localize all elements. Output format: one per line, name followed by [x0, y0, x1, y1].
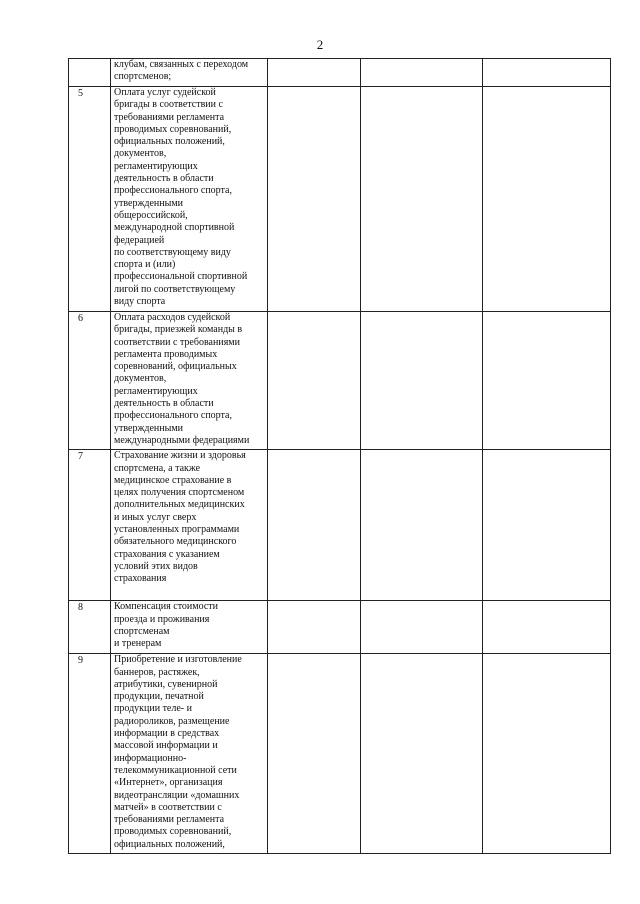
description-line: проводимых соревнований, — [114, 826, 232, 838]
description-line: утвержденными — [114, 197, 184, 209]
row-number: 6 — [69, 312, 111, 450]
description-line: продукции теле- и — [114, 703, 192, 715]
description-line: «Интернет», организация — [114, 777, 223, 789]
expense-description — [111, 312, 268, 450]
description-line: регламента проводимых — [114, 348, 218, 360]
expense-table-body — [69, 59, 611, 854]
description-line: матчей» в соответствии с — [114, 801, 222, 813]
description-line: виду спорта — [114, 296, 166, 308]
description-line: бригады в соответствии с — [114, 99, 223, 111]
expense-description — [111, 654, 268, 854]
description-line: страхования — [114, 573, 167, 585]
description-line: спорта и (или) — [114, 259, 176, 271]
empty-cell — [361, 601, 483, 654]
empty-cell — [483, 87, 611, 312]
description-line: видеотрансляции «домашних — [114, 789, 240, 801]
row-number: 5 — [69, 87, 111, 312]
table-row — [69, 601, 611, 654]
description-line: общероссийской, — [114, 209, 188, 221]
description-line: клубам, связанных с переходом — [114, 59, 249, 70]
description-line: Страхование жизни и здоровья — [114, 450, 246, 462]
row-number: 7 — [69, 450, 111, 601]
description-line: спортсмена, а также — [114, 462, 201, 474]
description-line: соответствии с требованиями — [114, 336, 240, 348]
empty-cell — [361, 654, 483, 854]
description-line: продукции, печатной — [114, 691, 204, 703]
description-line: регламентирующих — [114, 160, 198, 172]
expense-description — [111, 450, 268, 601]
table-row — [69, 654, 611, 854]
description-line: страхования с указанием — [114, 548, 220, 560]
description-line: профессиональной спортивной — [114, 271, 248, 283]
table-row — [69, 87, 611, 312]
description-line: профессионального спорта, — [114, 185, 232, 197]
description-line: медицинское страхование в — [114, 474, 232, 486]
empty-cell — [268, 601, 361, 654]
description-line: деятельность в области — [114, 173, 214, 185]
description-line: установленных программами — [114, 524, 240, 536]
description-line: по соответствующему виду — [114, 246, 231, 258]
empty-cell — [361, 59, 483, 87]
description-line: федерацией — [114, 234, 165, 246]
empty-cell — [483, 312, 611, 450]
empty-cell — [268, 312, 361, 450]
empty-cell — [268, 87, 361, 312]
empty-cell — [268, 450, 361, 601]
row-number: 8 — [69, 601, 111, 654]
description-line: деятельность в области — [114, 398, 214, 410]
row-number: 9 — [69, 654, 111, 854]
description-line: регламентирующих — [114, 385, 198, 397]
empty-cell — [483, 450, 611, 601]
table-row — [69, 59, 611, 87]
description-line: проводимых соревнований, — [114, 123, 232, 135]
empty-cell — [483, 601, 611, 654]
description-line: обязательного медицинского — [114, 536, 237, 548]
description-line: утвержденными — [114, 422, 184, 434]
row-number — [69, 59, 111, 87]
description-line: и тренерам — [114, 638, 162, 650]
description-line: проезда и проживания — [114, 613, 210, 625]
expense-table — [68, 58, 611, 854]
description-line: атрибутики, сувенирной — [114, 678, 218, 690]
description-line: Оплата расходов судейской — [114, 312, 231, 323]
description-line: международной спортивной — [114, 222, 235, 234]
description-line: официальных положений, — [114, 136, 225, 148]
empty-cell — [361, 450, 483, 601]
description-line: спортсменов; — [114, 71, 172, 83]
page-number: 2 — [316, 37, 324, 52]
description-line: бригады, приезжей команды в — [114, 324, 243, 336]
description-line: документов, — [114, 148, 167, 160]
description-line: документов, — [114, 373, 167, 385]
description-line: соревнований, официальных — [114, 361, 237, 373]
table-row — [69, 312, 611, 450]
description-line: телекоммуникационной сети — [114, 764, 237, 776]
description-line: спортсменам — [114, 625, 170, 637]
empty-cell — [268, 59, 361, 87]
description-line: профессионального спорта, — [114, 410, 232, 422]
description-line: дополнительных медицинских — [114, 499, 245, 511]
description-line: требованиями регламента — [114, 814, 225, 826]
empty-cell — [361, 87, 483, 312]
empty-cell — [361, 312, 483, 450]
expense-description — [111, 59, 268, 87]
description-line: массовой информации и — [114, 740, 218, 752]
description-line: условий этих видов — [114, 560, 198, 572]
empty-cell — [268, 654, 361, 854]
table-row — [69, 450, 611, 601]
description-line: официальных положений, — [114, 838, 225, 850]
description-line: лигой по соответствующему — [114, 283, 236, 295]
description-line: международными федерациями — [114, 434, 250, 446]
expense-description — [111, 87, 268, 312]
description-line: целях получения спортсменом — [114, 487, 245, 499]
description-line: баннеров, растяжек, — [114, 666, 200, 678]
description-line: информационно- — [114, 752, 187, 764]
description-line: Приобретение и изготовление — [114, 654, 242, 666]
description-line: Оплата услуг судейской — [114, 87, 216, 98]
description-line: и иных услуг сверх — [114, 511, 197, 523]
empty-cell — [483, 654, 611, 854]
empty-cell — [483, 59, 611, 87]
expense-description — [111, 601, 268, 654]
description-line: информации в средствах — [114, 728, 220, 740]
description-line: Компенсация стоимости — [114, 601, 219, 613]
description-line: радиороликов, размещение — [114, 715, 230, 727]
description-line: требованиями регламента — [114, 111, 225, 123]
